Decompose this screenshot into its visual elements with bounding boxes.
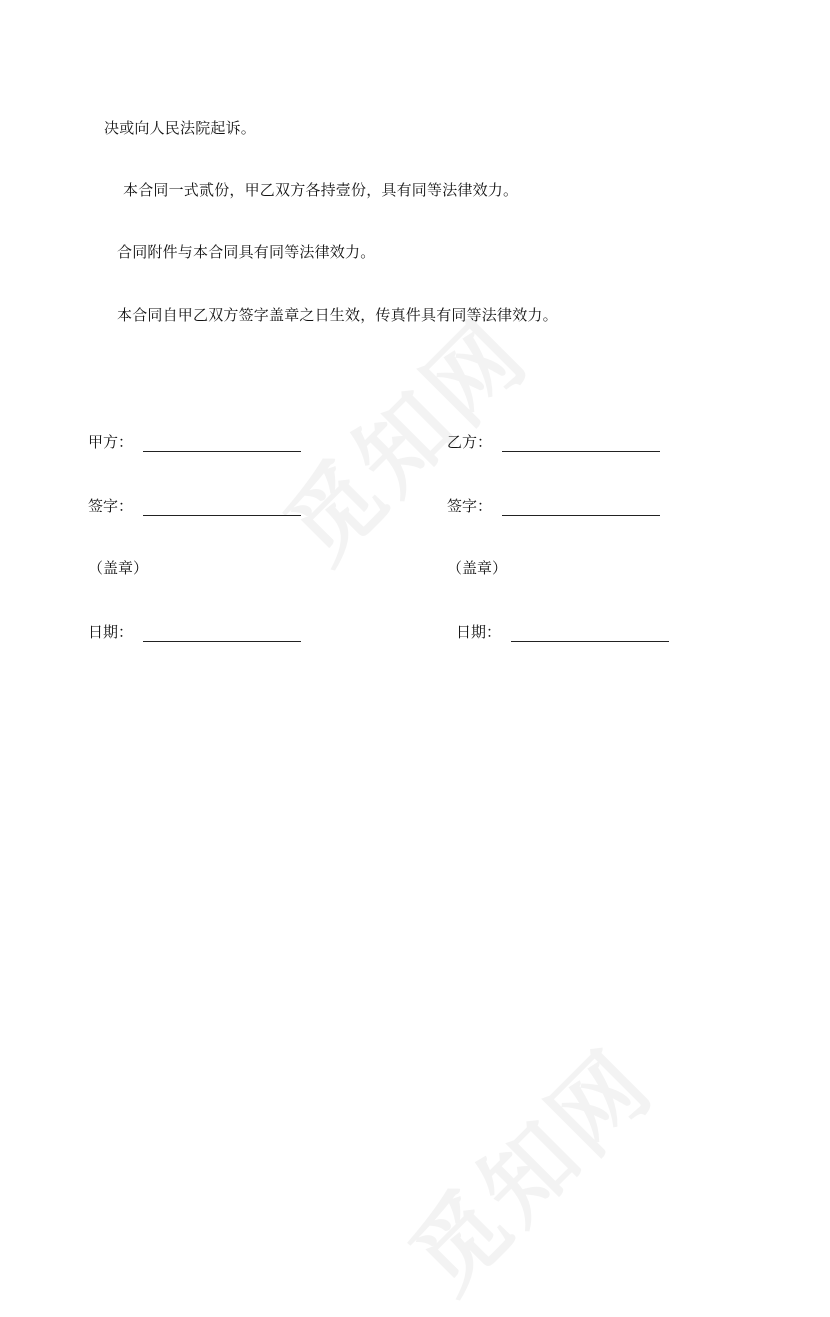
party-b-seal-row xyxy=(447,558,507,578)
party-b-date-row xyxy=(456,622,669,642)
party-b-date-line[interactable] xyxy=(511,623,669,642)
party-a-name-row xyxy=(88,432,301,452)
party-a-sign-row xyxy=(88,496,301,516)
party-a-label: 甲方： xyxy=(88,433,134,451)
party-b-sign-row xyxy=(447,496,660,516)
party-a-sign-line[interactable] xyxy=(143,497,301,516)
party-a-date-label: 日期： xyxy=(88,623,134,641)
party-b-date-label: 日期： xyxy=(456,623,502,641)
party-b-sign-line[interactable] xyxy=(502,497,660,516)
party-b-sign-label: 签字： xyxy=(447,497,493,515)
watermark-bottom xyxy=(376,1015,677,1316)
paragraph-copies: 本合同一式贰份，甲乙双方各持壹份，具有同等法律效力。 xyxy=(123,181,519,199)
party-a-date-line[interactable] xyxy=(143,623,301,642)
paragraph-dispute-resolution: 决或向人民法院起诉。 xyxy=(104,119,257,137)
party-b-label: 乙方： xyxy=(447,433,493,451)
party-b-name-line[interactable] xyxy=(502,433,660,452)
paragraph-attachments: 合同附件与本合同具有同等法律效力。 xyxy=(117,243,376,261)
party-b-seal-label: （盖章） xyxy=(447,559,508,577)
party-b-name-row xyxy=(447,432,660,452)
paragraph-effective-date: 本合同自甲乙双方签字盖章之日生效，传真件具有同等法律效力。 xyxy=(117,306,558,324)
party-a-name-line[interactable] xyxy=(143,433,301,452)
party-a-sign-label: 签字： xyxy=(88,497,134,515)
party-a-seal-label: （盖章） xyxy=(88,559,149,577)
party-a-date-row xyxy=(88,622,301,642)
party-a-seal-row xyxy=(88,558,148,578)
